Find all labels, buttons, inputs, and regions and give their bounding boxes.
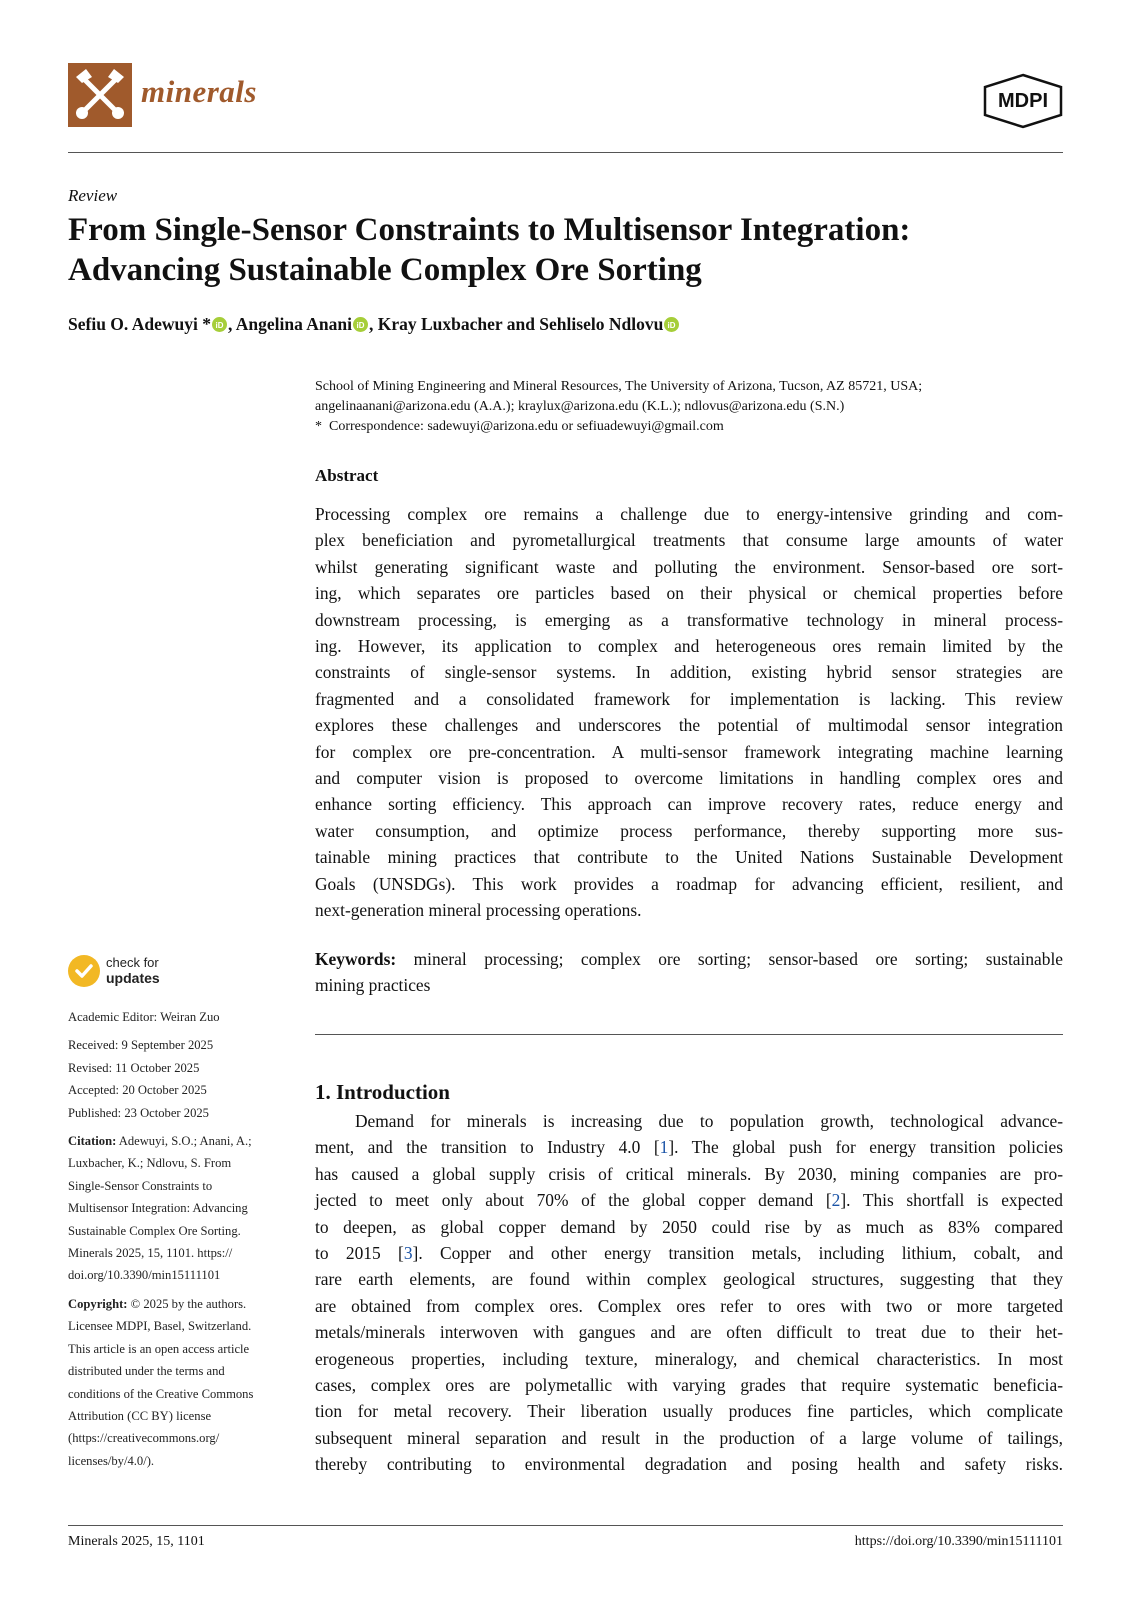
citation-text: Sustainable Complex Ore Sorting. <box>68 1223 241 1238</box>
check-updates-icon <box>68 955 100 987</box>
abstract-line: plex beneficiation and pyrometallurgical treatments that consume large amounts of water <box>315 530 1063 551</box>
abstract-line: Processing complex ore remains a challenge due to energy-intensive grinding and com- <box>315 504 1063 524</box>
citation-text: Adewuyi, S.O.; Anani, A.; <box>116 1134 252 1149</box>
abstract-line: constraints of single-sensor systems. In addition, existing hybrid sensor strategies are <box>315 662 1063 683</box>
abstract-line: water consumption, and optimize process performance, thereby supporting more sus- <box>315 820 1063 841</box>
line-text: jected to meet only about 70% of the global copper demand [ <box>315 1190 832 1211</box>
keywords-divider <box>315 1034 1063 1035</box>
affiliation-line: angelinaanani@arizona.edu (A.A.); kraylux@arizona.edu (K.L.); ndlovus@arizona.edu (S.N.) <box>315 399 845 414</box>
author-list <box>68 314 680 337</box>
paragraph-line <box>315 1398 1063 1424</box>
academic-editor: Academic Editor: Weiran Zuo <box>68 1010 220 1024</box>
line-text: to deepen, as global copper demand by 2050 could rise by as much as 83% compared <box>315 1216 1063 1237</box>
citation-label: Citation: <box>68 1134 117 1149</box>
copyright-text: Licensee MDPI, Basel, Switzerland. <box>68 1319 252 1334</box>
footer-doi-link[interactable]: https://doi.org/10.3390/min15111101 <box>854 1534 1063 1549</box>
article-type: Review <box>68 186 118 205</box>
license-link[interactable]: licenses/by/4.0/). <box>68 1453 155 1468</box>
published-date: Published: 23 October 2025 <box>68 1105 209 1120</box>
copyright-text: Attribution (CC BY) license <box>68 1408 212 1423</box>
paragraph-line <box>315 1451 1063 1477</box>
paragraph-line <box>315 1108 1063 1134</box>
journal-logo-icon <box>68 63 132 127</box>
copyright-text: conditions of the Creative Commons <box>68 1386 254 1401</box>
check-for-updates-badge[interactable] <box>68 955 178 991</box>
abstract-line: tainable mining practices that contribute to the United Nations Sustainable Development <box>315 847 1063 868</box>
paragraph-line <box>315 1372 1063 1398</box>
copyright-text: distributed under the terms and <box>68 1364 225 1379</box>
header-divider <box>68 152 1063 153</box>
footer-divider <box>68 1525 1063 1526</box>
paragraph-line <box>315 1214 1063 1240</box>
abstract-line: next-generation mineral processing operations. <box>315 900 642 921</box>
received-date: Received: 9 September 2025 <box>68 1038 214 1053</box>
line-text: Demand for minerals is increasing due to population growth, technological advance- <box>355 1111 1063 1131</box>
citation-line <box>68 1130 298 1152</box>
abstract-body <box>315 501 1063 924</box>
svg-text:iD: iD <box>215 320 224 330</box>
title-line: Advancing Sustainable Complex Ore Sorting <box>68 252 702 288</box>
introduction-body <box>315 1108 1063 1478</box>
line-text: erogeneous properties, including texture, mineralogy, and chemical characteristics. In most <box>315 1348 1063 1369</box>
abstract-line: ing. However, its application to complex and heterogeneous ores remain limited by the <box>315 636 1063 657</box>
line-text: rare earth elements, are found within complex geological structures, suggesting that they <box>315 1269 1063 1290</box>
line-text: cases, complex ores are polymetallic with varying grades that require systematic beneficia- <box>315 1375 1063 1396</box>
line-text: ]. Copper and other energy transition metals, including lithium, cobalt, and <box>412 1243 1063 1264</box>
abstract-line: and computer vision is proposed to overcome limitations in handling complex ores and <box>315 768 1063 789</box>
check-updates-label: updates <box>106 970 160 986</box>
footer-journal-ref: Minerals 2025, 15, 1101 <box>68 1534 205 1549</box>
journal-name: minerals <box>141 74 257 109</box>
author-name: Sefiu O. Adewuyi * <box>68 314 211 334</box>
abstract-line: downstream processing, is emerging as a transformative technology in mineral process- <box>315 609 1063 630</box>
author-name: Kray Luxbacher and Sehliselo Ndlovu <box>377 314 664 334</box>
paragraph-line <box>315 1266 1063 1292</box>
copyright-text: © 2025 by the authors. <box>127 1296 247 1311</box>
article-title <box>68 210 1068 290</box>
check-updates-label: check for <box>106 955 159 970</box>
line-text: has caused a global supply crisis of critical minerals. By 2030, mining companies are pro- <box>315 1163 1063 1184</box>
paragraph-line <box>315 1293 1063 1319</box>
svg-text:iD: iD <box>356 320 365 330</box>
revised-date: Revised: 11 October 2025 <box>68 1060 200 1075</box>
orcid-icon[interactable] <box>353 316 368 337</box>
citation-text: Minerals 2025, 15, 1101. https:// <box>68 1246 233 1261</box>
author-separator: , <box>227 314 236 334</box>
abstract-line: fragmented and a consolidated framework for implementation is lacking. This review <box>315 688 1063 709</box>
keywords-block <box>315 946 1063 999</box>
citation-text: Single-Sensor Constraints to <box>68 1178 213 1193</box>
svg-text:MDPI: MDPI <box>998 90 1048 112</box>
citation-doi-link[interactable]: doi.org/10.3390/min15111101 <box>68 1268 221 1283</box>
license-link[interactable]: (https://creativecommons.org/ <box>68 1431 220 1446</box>
paragraph-line <box>315 1425 1063 1451</box>
line-text: tion for metal recovery. Their liberation usually produces fine particles, which complicate <box>315 1401 1063 1422</box>
citation-text: Luxbacher, K.; Ndlovu, S. From <box>68 1156 232 1171</box>
keywords-label: Keywords: <box>315 949 397 969</box>
orcid-icon[interactable] <box>212 316 227 337</box>
article-info-sidebar <box>68 1006 298 1472</box>
abstract-heading: Abstract <box>315 466 379 485</box>
orcid-icon[interactable] <box>664 316 679 337</box>
line-text: thereby contributing to environmental degradation and posing health and safety risks. <box>315 1454 1063 1475</box>
accepted-date: Accepted: 20 October 2025 <box>68 1083 207 1098</box>
citation-link[interactable]: 3 <box>403 1243 413 1264</box>
abstract-line: for complex ore pre-concentration. A multi-sensor framework integrating machine learning <box>315 741 1063 762</box>
paragraph-line <box>315 1161 1063 1187</box>
abstract-line: Goals (UNSDGs). This work provides a roadmap for advancing efficient, resilient, and <box>315 873 1063 894</box>
paragraph-line <box>315 1240 1063 1266</box>
citation-text: Multisensor Integration: Advancing <box>68 1201 248 1216</box>
correspondence-line: * Correspondence: sadewuyi@arizona.edu or sefiuadewuyi@gmail.com <box>315 419 724 434</box>
abstract-line: whilst generating significant waste and polluting the environment. Sensor-based ore sort- <box>315 556 1063 577</box>
line-text: ment, and the transition to Industry 4.0 [ <box>315 1137 660 1158</box>
citation-link[interactable]: 1 <box>659 1137 669 1158</box>
copyright-label: Copyright: <box>68 1296 128 1311</box>
abstract-line: explores these challenges and underscores the potential of multimodal sensor integration <box>315 715 1063 736</box>
svg-text:iD: iD <box>667 320 676 330</box>
abstract-line: enhance sorting efficiency. This approach can improve recovery rates, reduce energy and <box>315 794 1063 815</box>
paragraph-line <box>315 1319 1063 1345</box>
line-text: to 2015 [ <box>315 1243 404 1264</box>
abstract-line: ing, which separates ore particles based on their physical or chemical properties before <box>315 583 1063 604</box>
paragraph-line <box>315 1346 1063 1372</box>
line-text: ]. The global push for energy transition policies <box>668 1137 1063 1158</box>
keywords-text: mining practices <box>315 975 431 996</box>
section-heading: 1. Introduction <box>315 1080 450 1104</box>
publisher-logo-icon <box>981 73 1065 129</box>
affiliation-line: School of Mining Engineering and Mineral Resources, The University of Arizona, Tucson, AZ 85721, USA; <box>315 379 923 394</box>
line-text: ]. This shortfall is expected <box>840 1190 1064 1211</box>
keywords-text: mineral processing; complex ore sorting; sensor-based ore sorting; sustainable <box>396 949 1063 969</box>
copyright-text: This article is an open access article <box>68 1341 250 1356</box>
line-text: are obtained from complex ores. Complex ores refer to ores with two or more targeted <box>315 1295 1063 1316</box>
paragraph-line <box>315 1187 1063 1213</box>
author-separator: , <box>368 314 378 334</box>
author-name: Angelina Anani <box>235 314 352 334</box>
citation-link[interactable]: 2 <box>831 1190 841 1211</box>
line-text: subsequent mineral separation and result in the production of a large volume of tailings, <box>315 1427 1063 1448</box>
paragraph-line <box>315 1134 1063 1160</box>
affiliation-block <box>315 377 1075 437</box>
copyright-line <box>68 1293 298 1315</box>
line-text: metals/minerals interwoven with gangues and are often difficult to treat due to their het- <box>315 1322 1063 1343</box>
title-line: From Single-Sensor Constraints to Multisensor Integration: <box>68 212 911 248</box>
